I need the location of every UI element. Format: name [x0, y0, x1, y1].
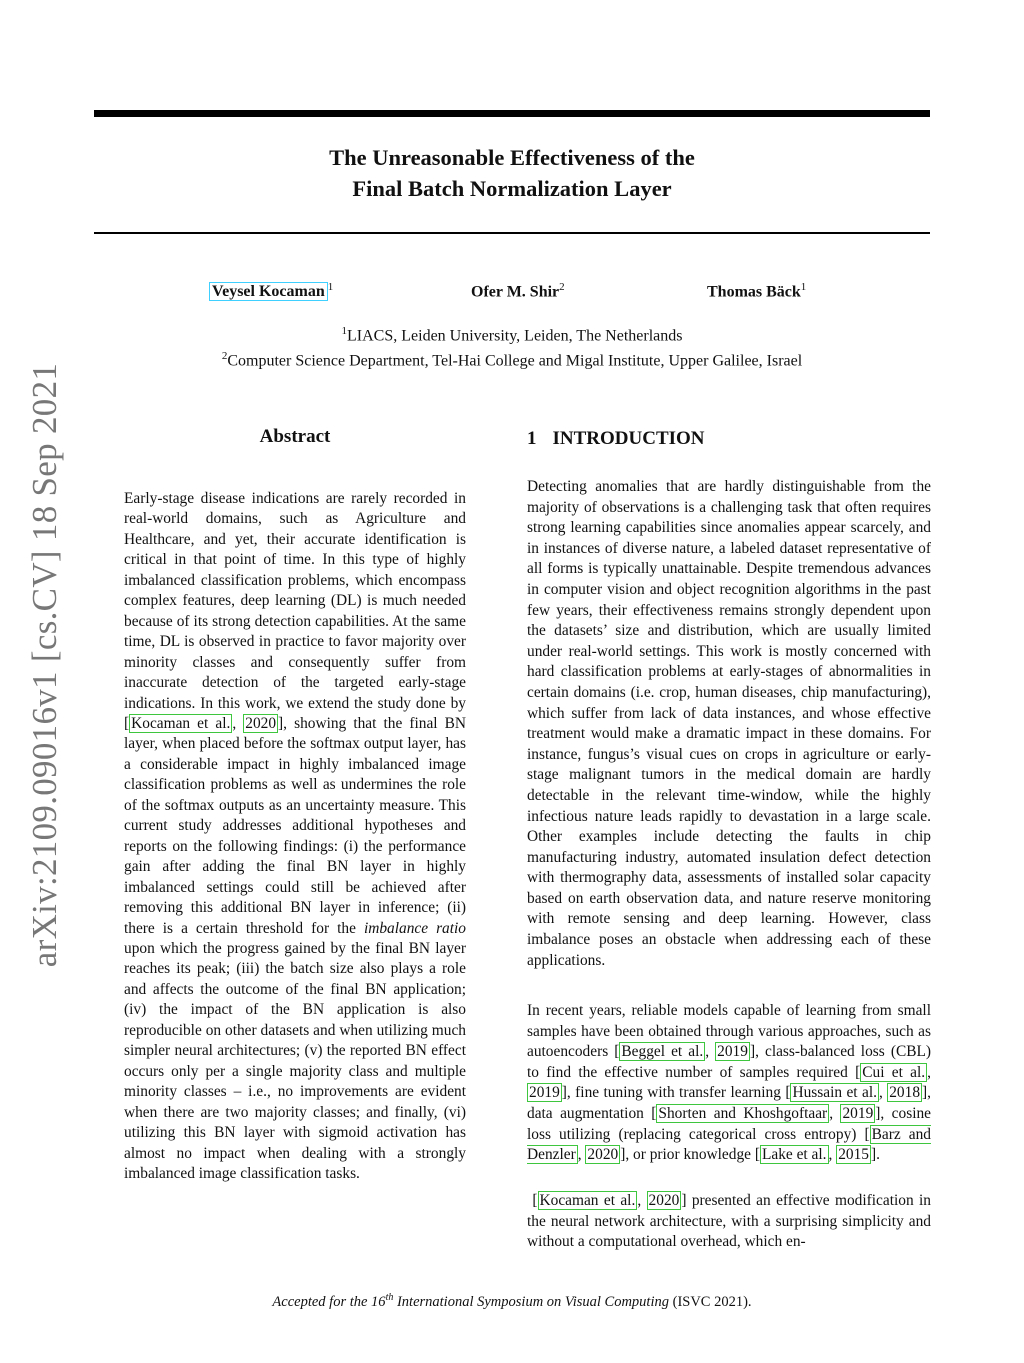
citation-barz-author[interactable]: Barz and Denzler: [527, 1125, 931, 1164]
citation-kocaman2-author[interactable]: Kocaman et al.: [539, 1192, 636, 1209]
section-heading-introduction: [527, 428, 705, 450]
author-3-sup: 1: [800, 281, 807, 293]
author-1: [209, 281, 333, 301]
top-rule: [94, 110, 930, 117]
abstract-text-3: upon which the progress gained by the final BN layer reaches its peak; (iii) the batch size also plays a role and affects the outcome of the final BN application; (iv) the impact of the BN application is also reproducible on other datasets and when utilizing much simpler neural architectures; (v) the reported BN effect occurs only per a single majority class and multiple minority classes – i.e., no improvements are evident when there are two majority classes; and finally, (vi) utilizing this BN layer with sigmoid activation has almost no impact when dealing with a strongly imbalanced image classification tasks.: [124, 939, 466, 1182]
author-1-sup: 1: [327, 281, 334, 293]
author-3: [707, 281, 806, 301]
citation-shorten-author[interactable]: Shorten and Khoshgoftaar: [658, 1104, 828, 1122]
title-line-2: Final Batch Normalization Layer: [352, 176, 672, 201]
paper-title: [94, 142, 930, 204]
footer-pre: Accepted for the 16: [272, 1293, 386, 1310]
author-1-link[interactable]: Veysel Kocaman: [209, 282, 328, 301]
intro-p2-text-5: ], cosine loss utilizing (replacing categorical cross entropy) [: [527, 1104, 931, 1143]
abstract-emphasis: imbalance ratio: [363, 919, 467, 937]
intro-p2-text-4: ], data augmentation [: [527, 1084, 931, 1122]
intro-paragraph-1: Detecting anomalies that are hardly distinguishable from the majority of observations is a challenging task that often requires strong learning capabilities since anomalies appear scarcely, and in instances of diverse nature, a labeled dataset representative of all forms is typically unattainable. Despite tremendous advances in computer vision and object recognition algorithms in the past few years, their effectiveness remains strongly dependent upon the datasets’ size and distribution, which are usually limited under real-world settings. This work is mostly concerned with hard classification problems at early-stages of abnormalities in certain domains (i.e. crop, human diseases, chip manufacturing), which suffer from lack of data instances, and whose effective treatment would make a dramatic impact in these domains. For instance, fungus’s visual cues on crops in agriculture or early-stage malignant tumors in the medical domain are hardly detectable in the relevant time-window, while the highly infectious nature leads rapidly to devastation in a large scale. Other examples include detecting the faults in chip manufacturing industry, automated insulation defect detection with thermography data, assessments of installed solar capacity based on earth observation data, and nature reserve monitoring with remote sensing and deep learning. However, class imbalance poses an obstacle when addressing each of these applications.: [527, 478, 931, 969]
affiliation-2: [94, 346, 930, 371]
title-line-1: The Unreasonable Effectiveness of the: [329, 145, 695, 170]
intro-paragraph-2: In recent years, reliable models capable of learning from small samples have been obtained through various approaches, such as autoencoders [ Beggel et al. , 2019 ], class-balanced loss (CBL) to find the effective number of samples required [ Cui et al. , 2019 ], fine tuning with transfer learning [ Hussain et al. , 2018 ], data augmentation [ Shorten and Khoshgoftaar , 2019 ], cosine loss utilizing (replacing categorical cross entropy) [ Barz and Denzler , 2020 ], or prior knowledge [ Lake et al. , 2015 ].: [527, 1002, 931, 1164]
section-number: 1: [527, 428, 537, 449]
citation-hussain-year[interactable]: 2018: [889, 1084, 921, 1102]
citation-beggel-author[interactable]: Beggel et al.: [621, 1043, 704, 1061]
intro-paragraph-3: [ Kocaman et al. , 2020 ] presented an effective modification in the neural network architecture, with a surprising simplicity and without a computational overhead, which en-: [527, 1192, 931, 1251]
citation-cui-year[interactable]: 2019: [529, 1084, 560, 1102]
footer-note: [94, 1292, 930, 1311]
affiliation-1: [94, 321, 930, 346]
citation-kocaman-author[interactable]: Kocaman et al.: [131, 714, 231, 732]
affiliation-2-text: Computer Science Department, Tel-Hai College and Migal Institute, Upper Galilee, Israel: [227, 352, 803, 370]
footer-post: (ISVC 2021).: [668, 1293, 752, 1310]
affiliation-1-sup: 1: [341, 325, 348, 337]
author-2-name: Ofer M. Shir: [471, 283, 560, 301]
citation-lake-author[interactable]: Lake et al.: [761, 1146, 827, 1164]
section-title: INTRODUCTION: [552, 428, 705, 449]
citation-beggel-year[interactable]: 2019: [717, 1043, 748, 1061]
abstract-body: [124, 489, 466, 1184]
author-3-name: Thomas Bäck: [707, 283, 801, 301]
intro-p2-text-7: ].: [870, 1146, 880, 1164]
author-2: [471, 281, 565, 301]
abstract-text-2: , showing that the final BN layer, when placed before the softmax output layer, has a considerable impact in highly imbalanced image classification problems as well as undermines the role of the softmax outputs as an uncertainty measure. This current study addresses additional hypotheses and reports on the following findings: (i) the performance gain after adding the final BN layer in highly imbalanced settings could still be achieved after removing this additional BN layer in inference; (ii) there is a certain threshold for the: [124, 714, 466, 937]
affiliation-1-text: LIACS, Leiden University, Leiden, The Netherlands: [347, 327, 683, 345]
title-rule: [94, 232, 930, 234]
citation-shorten-year[interactable]: 2019: [842, 1104, 874, 1122]
intro-p2-text-3: ], fine tuning with transfer learning [: [561, 1084, 791, 1102]
citation-barz-year[interactable]: 2020: [587, 1146, 619, 1164]
citation-hussain-author[interactable]: Hussain et al.: [792, 1084, 877, 1102]
abstract-heading: Abstract: [259, 426, 331, 447]
abstract-text-1: Early-stage disease indications are rarely recorded in real-world domains, such as Agriculture and Healthcare, and yet, their accurate identification is critical in that point of time. In this type of highly imbalanced classification problems, which encompass complex features, deep learning (DL) is much needed because of its strong detection capabilities. At the same time, DL is observed in practice to favor majority over minority classes and consequently suffer from inaccurate detection of the targeted early-stage indications. In this work, we extend the study done by: [124, 490, 466, 712]
citation-lake-year[interactable]: 2015: [838, 1146, 869, 1164]
footer-venue: International Symposium on Visual Computing: [393, 1293, 669, 1310]
affiliations: [94, 321, 930, 372]
arxiv-stamp: arXiv:2109.09016v1 [cs.CV] 18 Sep 2021: [25, 362, 64, 968]
intro-p3-text: ] presented an effective modification in the neural network architecture, with a surprising simplicity and without a computational overhead, which en-: [527, 1192, 931, 1251]
intro-p2-text-1: In recent years, reliable models capable of learning from small samples have been obtained through various approaches, such as autoencoders [: [527, 1002, 931, 1061]
citation-kocaman-year[interactable]: 2020: [245, 714, 277, 732]
intro-p2-text-6: ], or prior knowledge [: [620, 1146, 760, 1164]
citation-kocaman2-year[interactable]: 2020: [648, 1192, 680, 1209]
abstract-citation: [ Kocaman et al. , 2020 ]: [124, 714, 284, 732]
intro-p2-text-2: ], class-balanced loss (CBL) to find the effective number of samples required [: [527, 1043, 931, 1081]
citation-cui-author[interactable]: Cui et al.: [862, 1063, 926, 1081]
author-2-sup: 2: [559, 281, 565, 293]
affiliation-2-sup: 2: [221, 350, 228, 363]
footer-sup: th: [385, 1292, 394, 1303]
